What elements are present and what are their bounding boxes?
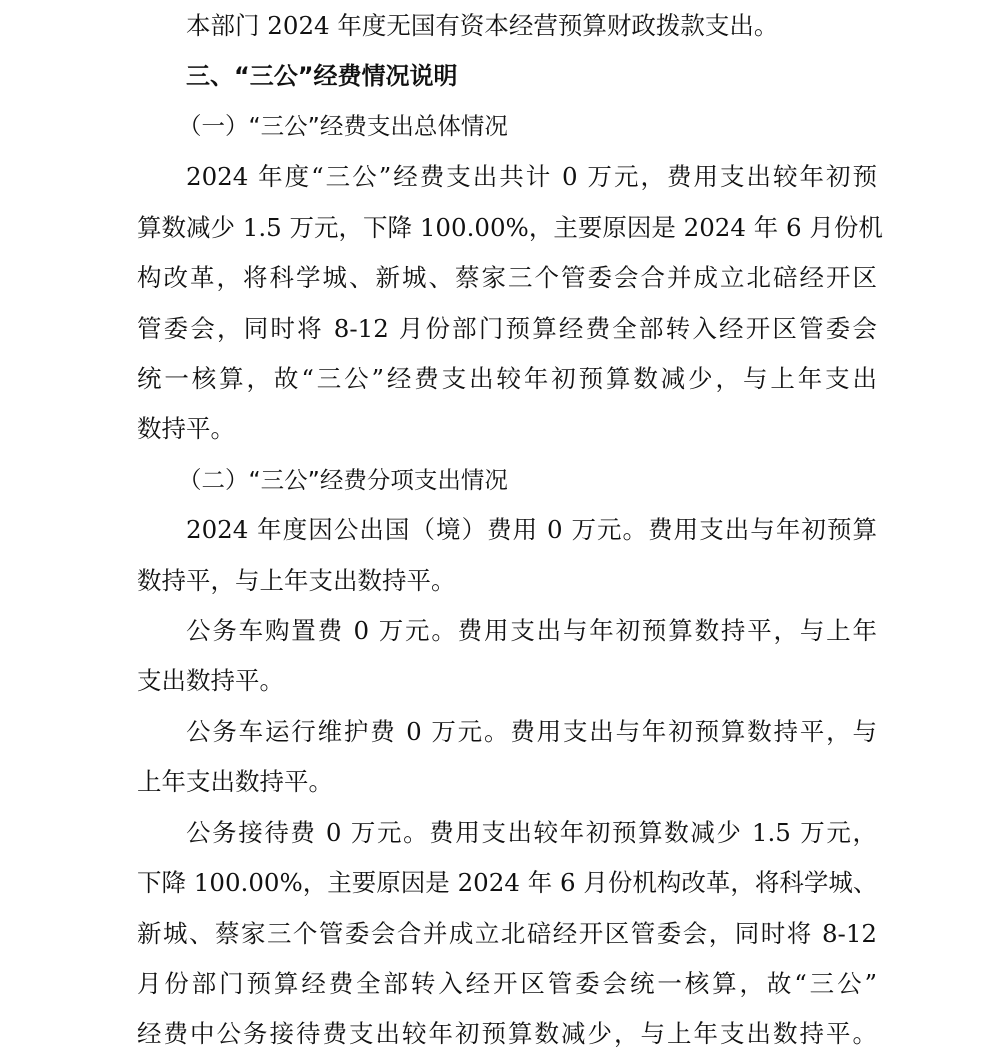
paragraph-line: 经费中公务接待费支出较年初预算数减少，与上年支出数持平。 [137, 1019, 877, 1048]
paragraph-line: 月份部门预算经费全部转入经开区管委会统一核算，故“三公” [137, 969, 877, 998]
paragraph-line: 本部门 2024 年度无国有资本经营预算财政拨款支出。 [186, 11, 779, 40]
paragraph-line: 新城、蔡家三个管委会合并成立北碚经开区管委会，同时将 8-12 [137, 919, 877, 948]
subsection-heading: （一）“三公”经费支出总体情况 [178, 112, 508, 140]
paragraph-line: 统一核算，故“三公”经费支出较年初预算数减少，与上年支出 [137, 364, 877, 393]
paragraph-line: 支出数持平。 [137, 666, 284, 695]
paragraph-line: 上年支出数持平。 [137, 767, 333, 796]
paragraph-line: 数持平，与上年支出数持平。 [137, 566, 456, 595]
paragraph-line: 公务车运行维护费 0 万元。费用支出与年初预算数持平，与 [186, 717, 877, 746]
paragraph-line: 构改革，将科学城、新城、蔡家三个管委会合并成立北碚经开区 [137, 263, 877, 292]
paragraph-line: 管委会，同时将 8-12 月份部门预算经费全部转入经开区管委会 [137, 314, 877, 343]
paragraph-line: 2024 年度“三公”经费支出共计 0 万元，费用支出较年初预 [186, 162, 877, 191]
paragraph-line: 2024 年度因公出国（境）费用 0 万元。费用支出与年初预算 [186, 515, 877, 544]
paragraph-line: 下降 100.00%，主要原因是 2024 年 6 月份机构改革，将科学城、 [137, 868, 878, 897]
paragraph-line: 数持平。 [137, 414, 235, 443]
subsection-heading: （二）“三公”经费分项支出情况 [178, 466, 508, 494]
paragraph-line: 公务车购置费 0 万元。费用支出与年初预算数持平，与上年 [186, 616, 877, 645]
paragraph-line: 公务接待费 0 万元。费用支出较年初预算数减少 1.5 万元， [186, 818, 877, 847]
paragraph-line: 算数减少 1.5 万元，下降 100.00%，主要原因是 2024 年 6 月份机 [137, 213, 883, 242]
section-heading: 三、“三公”经费情况说明 [186, 62, 458, 90]
